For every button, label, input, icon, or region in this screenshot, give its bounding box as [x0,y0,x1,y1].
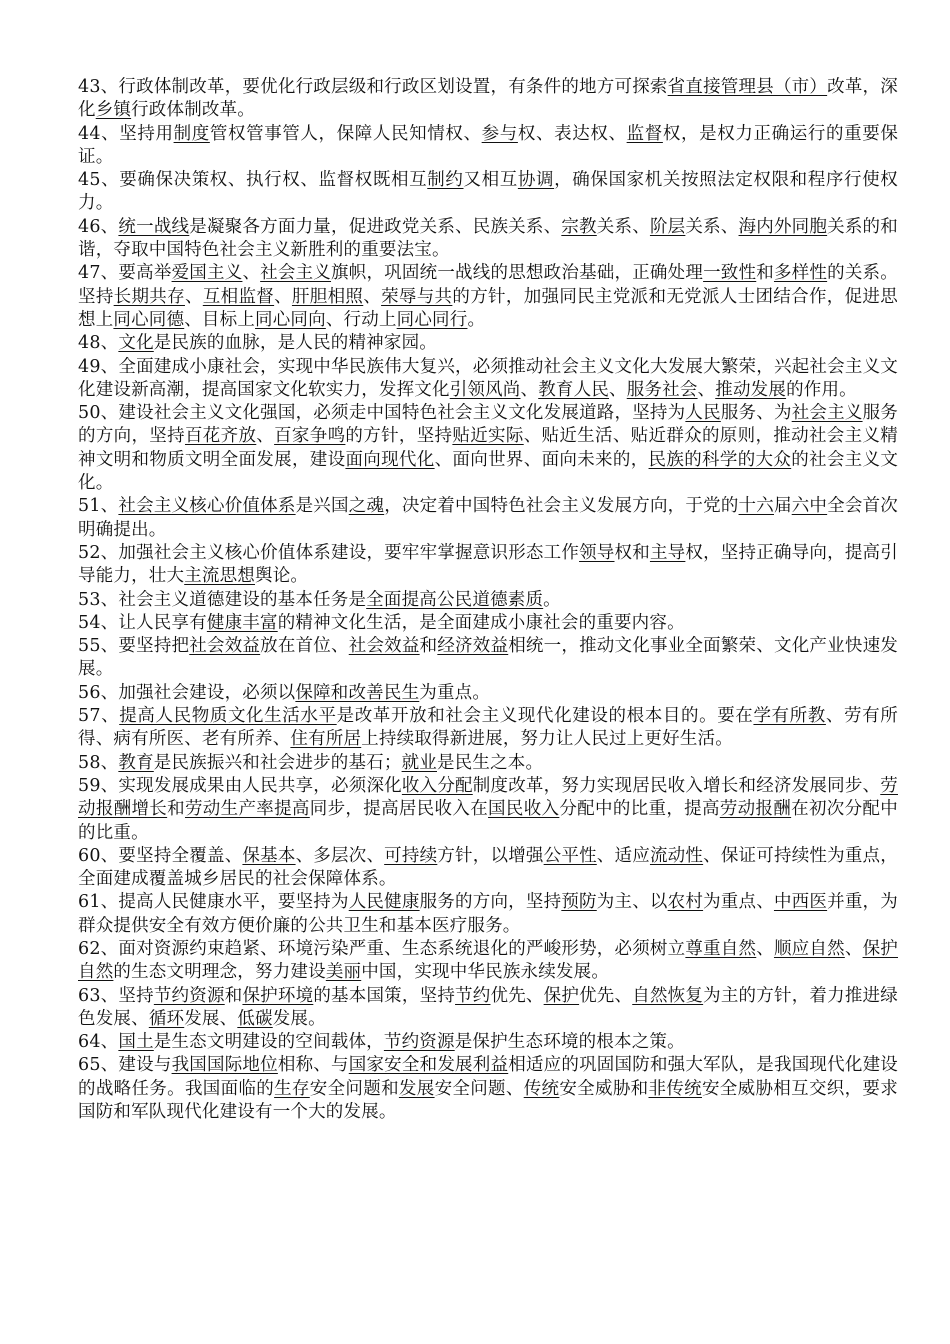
text-segment: 权、表达权、 [517,123,627,144]
underlined-term: 主流思想 [184,566,256,587]
text-segment: 、 [844,938,863,959]
list-item-51 [78,495,898,542]
text-segment: 舆论。 [255,566,309,587]
list-item-50 [78,402,898,495]
underlined-term: 统一战线 [118,216,190,237]
text-segment: 51、 [78,496,119,517]
text-segment: 届 [773,496,792,517]
text-segment: 发展、 [184,1008,238,1029]
text-segment: 64、 [78,1032,119,1053]
text-segment: 、劳有所得、病有所医、老有所养、 [78,706,898,750]
list-item-63 [78,985,898,1032]
text-segment: 、 [274,286,292,307]
underlined-term: 宗教 [561,216,597,237]
text-segment: 为主、以 [596,892,668,913]
text-segment: 59、实现发展成果由人民共享，必须深化 [78,775,402,796]
text-segment: 的社会主义文化。 [78,449,899,494]
underlined-term: 收入分配 [401,775,473,796]
underlined-term: 互相监督 [202,286,275,307]
text-segment: 是民族的血脉，是人民的精神家园。 [153,333,437,354]
text-segment: 的关系。坚持 [78,263,898,307]
underlined-term: 人民 [685,403,721,424]
text-segment: 是凝聚各方面力量，促进政党关系、民族关系、 [189,216,562,237]
text-segment: 改革，深化 [78,77,898,121]
text-segment: 是保护生态环境的根本之策。 [454,1032,685,1053]
text-segment: 发展。 [272,1008,326,1029]
text-segment: 是民生之本。 [437,752,544,773]
list-item-65 [78,1054,898,1124]
text-segment: 、 [363,286,382,307]
underlined-term: 十六 [738,496,774,517]
text-segment: 53、社会主义道德建设的基本任务是 [78,589,367,610]
underlined-term: 国家安全和发展利益 [348,1055,509,1076]
text-segment: 相适应的巩固国防和强大军队，是我国现代化建设的战略任务。我国面临的 [78,1055,898,1099]
text-segment: 、 [184,286,203,307]
underlined-term: 同心同行 [396,309,468,330]
text-segment: 的作用。 [786,379,857,400]
text-segment: 57、 [78,706,120,727]
text-segment: 安全问题和 [309,1078,399,1099]
text-segment: 、适应 [596,845,650,866]
list-item-52 [78,542,898,589]
underlined-term: 住有所居 [290,729,362,750]
text-segment: 行政体制改革。 [131,100,256,121]
text-segment: 47、要高举 [78,263,172,284]
underlined-term: 保护自然 [78,938,898,983]
text-segment: 。 [467,309,486,330]
text-segment: 为重点。 [419,682,491,703]
text-segment: 方针，以增强 [437,845,544,866]
underlined-term: 人民健康 [348,892,420,913]
text-segment: 上持续取得新进展，努力让人民过上更好生活。 [361,729,733,750]
underlined-term: 服务社会 [626,379,698,400]
text-segment: 、 [256,426,275,447]
list-item-64 [78,1031,898,1054]
text-segment: 旗帜，巩固统一战线的思想政治基础，正确处理 [331,263,704,284]
underlined-term: 肝胆相照 [291,286,364,307]
text-segment: 、 [242,263,261,284]
list-item-47 [78,262,898,332]
text-segment: 43、行政体制改革，要优化行政层级和行政区划设置，有条件的地方可探索 [78,77,668,97]
text-segment: 、 [520,379,539,400]
text-segment: 权和 [614,542,650,563]
underlined-term: 爱国主义 [171,263,243,284]
underlined-term: 阶层 [649,216,686,237]
text-segment: 制度改革，努力实现居民收入增长和经济发展同步、 [472,775,881,796]
text-segment: 优先、 [490,985,544,1006]
text-segment: 并重，为群众提供安全有效方便价廉的公共卫生和基本医疗服务。 [78,892,898,936]
list-item-46 [78,216,898,263]
underlined-term: 公平性 [543,845,597,866]
underlined-term: 就业 [401,752,437,773]
text-segment: 全会首次明确提出。 [78,496,898,540]
underlined-term: 制约 [427,170,464,191]
text-segment: 。 [543,589,561,610]
underlined-term: 一致性 [703,263,757,284]
text-segment: 分配中的比重，提高 [559,799,720,820]
underlined-term: 省直接管理县（市） [667,77,828,97]
text-segment: 相统一，推动文化事业全面繁荣、文化产业快速发展。 [78,636,898,680]
underlined-term: 主导 [649,542,686,563]
list-item-43 [78,76,898,123]
underlined-term: 民族的科学的大众 [648,449,792,470]
underlined-term: 长期共存 [113,286,185,307]
underlined-term: 学有所教 [753,706,826,727]
underlined-term: 中西医 [773,892,828,913]
text-segment: 为主的方针，着力推进绿色发展、 [78,985,898,1029]
underlined-term: 六中 [791,496,828,517]
underlined-term: 海内外同胞 [738,216,828,237]
underlined-term: 非传统 [648,1078,702,1099]
underlined-term: 经济效益 [437,636,509,657]
text-segment: 在初次分配中的比重。 [78,799,898,843]
text-segment: 是生态文明建设的空间载体， [153,1032,384,1053]
underlined-term: 全面提高公民道德素质 [366,589,544,610]
text-segment: ，决定着中国特色社会主义发展方向，于党的 [384,496,739,517]
text-segment: 中国，实现中华民族永续发展。 [361,962,610,983]
text-segment: 和 [419,636,438,657]
text-segment: 权，坚持正确导向，提高引导能力，壮大 [78,542,898,587]
text-segment: 62、面对资源约束趋紧、环境污染严重、生态系统退化的严峻形势，必须树立 [78,938,686,959]
list-item-48 [78,332,898,355]
text-segment: 安全威胁相互交织，要求国防和军队现代化建设有一个大的发展。 [78,1078,898,1123]
underlined-term: 社会主义 [260,263,332,284]
underlined-term: 生存 [274,1078,310,1099]
underlined-term: 发展 [398,1078,435,1099]
list-item-60 [78,845,898,892]
text-segment: 、目标上 [184,309,256,330]
text-segment: 服务的方向，坚持 [419,892,562,913]
underlined-term: 流动性 [649,845,704,866]
text-segment: 55、要坚持把 [78,636,190,657]
underlined-term: 贴近实际 [452,426,524,447]
underlined-term: 节约资源 [153,985,225,1006]
text-segment: 的方针，坚持 [345,426,453,447]
text-segment: 、贴近生活、贴近群众的原则，推动社会主义精神文明和物质文明全面发展，建设 [78,426,898,470]
text-segment: 、行动上 [325,309,397,330]
text-segment: 的生态文明理念，努力建设 [113,962,326,983]
underlined-term: 教育人民 [538,379,610,400]
underlined-term: 百花齐放 [184,426,257,447]
underlined-term: 保障和改善民生 [295,682,420,703]
underlined-term: 国民收入 [488,799,560,820]
underlined-term: 社会效益 [348,636,420,657]
underlined-term: 保基本 [242,845,296,866]
underlined-term: 社会主义 [791,403,863,424]
underlined-term: 健康丰富 [206,612,278,633]
text-segment: 同步，提高居民收入在 [309,799,489,820]
underlined-term: 尊重自然 [685,938,757,959]
text-segment: 的方针，加强同民主党派和无党派人士团结合作，促进思想上 [78,286,898,330]
underlined-term: 劳动报酬增长 [78,775,898,820]
text-segment: 58、 [78,752,119,773]
text-segment: 52、加强社会主义核心价值体系建设，要牢牢掌握意识形态工作 [78,542,580,563]
underlined-term: 多样性 [773,263,828,284]
underlined-term: 社会主义核心价值体系 [118,496,296,517]
list-item-61 [78,891,898,938]
list-item-62 [78,938,898,985]
underlined-term: 劳动报酬 [719,799,792,820]
underlined-term: 领导 [579,542,615,563]
text-segment: 安全威胁和 [559,1078,649,1099]
document-page [78,76,898,1124]
list-item-57 [78,705,898,752]
text-segment: 49、全面建成小康社会，实现中华民族伟大复兴，必须推动社会主义文化大发展大繁荣，兴起社会主义文化建设新高潮，提高国家文化软实力，发挥文化 [78,356,898,400]
underlined-term: 之魂 [348,496,385,517]
underlined-term: 乡镇 [95,100,132,121]
underlined-term: 我国国际地位 [171,1055,278,1076]
text-segment: 又相互 [463,170,518,191]
underlined-term: 低碳 [237,1008,273,1029]
underlined-term: 百家争鸣 [274,426,346,447]
list-item-55 [78,635,898,682]
underlined-term: 参与 [481,123,518,144]
text-segment: 46、 [78,216,119,237]
underlined-term: 循环 [148,1008,185,1029]
text-segment: 的基本国策，坚持 [313,985,456,1006]
underlined-term: 传统 [523,1078,560,1099]
underlined-term: 教育 [118,752,154,773]
text-segment: 是兴国 [295,496,349,517]
underlined-term: 劳动生产率提高 [184,799,310,820]
underlined-term: 保护 [543,985,580,1006]
underlined-term: 监督 [626,123,663,144]
text-segment: 放在首位、 [260,636,349,657]
underlined-term: 协调 [517,170,555,191]
text-segment: 、 [756,938,774,959]
text-segment: 44、坚持用 [78,123,174,144]
underlined-term: 节约资源 [383,1032,455,1053]
underlined-term: 节约 [455,985,491,1006]
underlined-term: 提高人民物质文化生活水平 [119,706,337,727]
text-segment: 相称、与 [277,1055,349,1076]
text-segment: 和 [224,985,243,1006]
text-segment: 是民族振兴和社会进步的基石； [153,752,402,773]
text-segment: 54、让人民享有 [78,612,207,633]
text-segment: 关系的和谐，夺取中国特色社会主义新胜利的重要法宝。 [78,216,898,261]
text-segment: 关系、 [596,216,650,237]
underlined-term: 可持续 [384,845,438,866]
underlined-term: 保护环境 [242,985,314,1006]
text-segment: 、 [697,379,716,400]
text-segment: 和 [756,263,774,284]
text-segment: 61、提高人民健康水平，要坚持为 [78,892,349,913]
underlined-term: 同心同向 [255,309,326,330]
underlined-term: 农村 [667,892,704,913]
text-segment: 、 [609,379,627,400]
underlined-term: 国土 [118,1032,154,1053]
underlined-term: 荣辱与共 [381,286,453,307]
underlined-term: 推动发展 [715,379,787,400]
text-segment: 、面向世界、面向未来的， [434,449,649,470]
text-segment: 为重点、 [703,892,774,913]
text-segment: 60、要坚持全覆盖、 [78,845,243,866]
underlined-term: 同心同德 [113,309,185,330]
list-item-45 [78,169,898,216]
text-segment: 和 [167,799,185,820]
text-segment: 服务的方向，坚持 [78,403,898,447]
text-segment: 管权管事管人，保障人民知情权、 [209,123,482,144]
underlined-term: 社会效益 [189,636,261,657]
text-segment: 48、 [78,333,119,354]
list-item-44 [78,123,898,170]
text-segment: 63、坚持 [78,985,154,1006]
text-segment: 56、加强社会建设，必须以 [78,682,296,703]
list-item-59 [78,775,898,845]
list-item-53 [78,589,898,612]
text-segment: ，确保国家机关按照法定权限和程序行使权力。 [78,170,898,214]
underlined-term: 美丽 [325,962,362,983]
underlined-term: 制度 [173,123,210,144]
underlined-term: 文化 [118,333,154,354]
text-segment: 是改革开放和社会主义现代化建设的根本目的。要在 [336,706,754,727]
underlined-term: 预防 [561,892,597,913]
list-item-54 [78,612,898,635]
text-segment: 服务、为 [720,403,792,424]
list-item-49 [78,356,898,403]
list-item-58 [78,752,898,775]
text-segment: 、多层次、 [295,845,385,866]
text-segment: 优先、 [579,985,633,1006]
underlined-term: 引领风尚 [449,379,521,400]
list-item-56 [78,682,898,705]
underlined-term: 顺应自然 [773,938,845,959]
text-segment: 关系、 [685,216,739,237]
underlined-term: 自然恢复 [632,985,704,1006]
text-segment: 50、建设社会主义文化强国，必须走中国特色社会主义文化发展道路，坚持为 [78,403,686,424]
text-segment: 65、建设与 [78,1055,172,1076]
text-segment: 、保证可持续性为重点，全面建成覆盖城乡居民的社会保障体系。 [78,845,898,890]
text-segment: 的精神文化生活，是全面建成小康社会的重要内容。 [277,612,685,633]
text-segment: 45、要确保决策权、执行权、监督权既相互 [78,170,428,191]
text-segment: 安全问题、 [434,1078,524,1099]
text-segment: 权，是权力正确运行的重要保证。 [78,123,899,167]
underlined-term: 面向现代化 [345,449,435,470]
